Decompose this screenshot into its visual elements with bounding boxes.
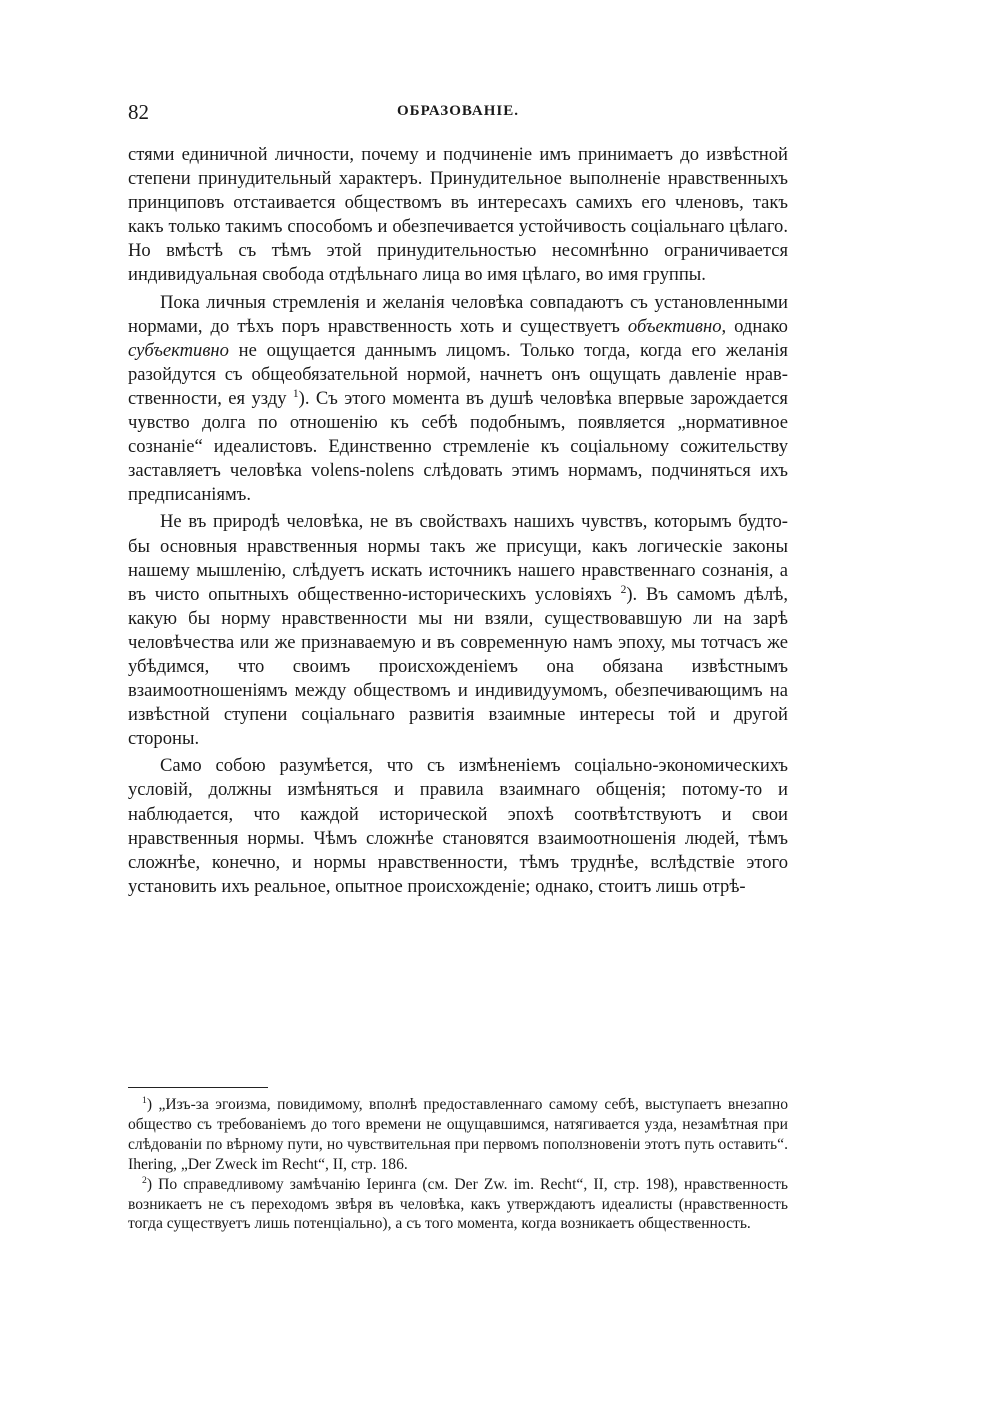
page-number: 82 (128, 100, 149, 124)
paragraph-2 (128, 291, 788, 508)
text-run: ) По справедливому замѣчанію Іеринга (см. Der Zw. im. Recht“, II, стр. 198), нравственность возникаетъ не съ переходомъ звѣря въ человѣка, какъ утверждаютъ идеалисты (нравственность тогда существуетъ лишь потенціально), а съ того момента, когда возникаетъ общественность. (128, 1175, 788, 1233)
paragraph-3 (128, 510, 788, 751)
running-title: ОБРАЗОВАНІЕ. (396, 103, 520, 119)
footnote-marker: 1 (142, 1094, 147, 1106)
text-run: Пока личныя стремленія и желанія человѣка совпадаютъ съ установленными нормами, до тѣхъ поръ нравственность хоть и существуетъ (128, 291, 788, 337)
text-run: Само собою разумѣется, что съ измѣненіемъ соціально-экономическихъ условій, должны измѣняться и правила взаимнаго общенія; потому-то и наблюдается, что каждой исторической эпохѣ соотвѣтствуютъ и свои нравственныя нормы. Чѣмъ сложнѣе становятся взаимоотношенія людей, тѣмъ сложнѣе, конечно, и нормы нравственности, тѣмъ труднѣе, вслѣдствіе этого установить ихъ реальное, опытное происхожденіе; однако, стоитъ лишь отрѣ- (128, 755, 788, 897)
paragraph-1 (128, 143, 788, 288)
text-run: Не въ природѣ человѣка, не въ свойствахъ нашихъ чувствъ, которымъ будто-бы основныя нравственныя нормы такъ же присущи, какъ логическіе законы нашему мышленію, слѣдуетъ искать источникъ нашего нравственнаго сознанія, а въ чисто опытныхъ общественно-историческихъ условіяхъ (128, 511, 788, 605)
text-run: ). Съ этого момента въ душѣ человѣка впервые зарождается чувство долга по отношенію къ себѣ подобнымъ, появляется „нормативное сознаніе“ идеалистовъ. Единственно стремленіе къ соціальному сожительству заставляетъ человѣка volens-nolens слѣдовать этимъ нормамъ, подчиняться ихъ предписаніямъ. (128, 387, 788, 506)
text-run: ) „Изъ-за эгоизма, повидимому, вполнѣ предоставленнаго самому себѣ, выступаетъ внезапно общество съ требованіемъ до того времени не ощущавшимся, натягивается узда, незамѣтная при слѣдованіи по вѣрному пути, но чувствительная при первомъ поползновеніи этотъ путь оставить“. Ihering, „Der Zweck im Recht“, II, стр. 186. (128, 1096, 788, 1173)
footnote-divider (128, 1087, 268, 1088)
main-text (128, 143, 788, 899)
text-run: ). Въ самомъ дѣлѣ, какую бы норму нравственности мы ни взяли, существовавшую ли на зарѣ человѣчества или же признаваемую и въ современную намъ эпоху, мы тотчасъ же убѣдимся, что своимъ происхожденіемъ она обязана извѣстнымъ взаимоотношеніямъ между обществомъ и индивидуумомъ, обезпечивающимъ на извѣстной ступени соціальнаго развитія взаимные интересы той и другой стороны. (128, 583, 788, 750)
text-run: стями единичной личности, почему и подчиненіе имъ принимаетъ до извѣстной степени принудительный характеръ. Принудительное выполненіе нравственныхъ принциповъ отстаивается обществомъ въ интересахъ самихъ его членовъ, такъ какъ только такимъ способомъ и обезпечивается устойчивость соціальнаго цѣлаго. Но вмѣстѣ съ тѣмъ этой принудительностью несомнѣнно ограничивается индивидуальная свобода отдѣльнаго лица во имя цѣлаго, во имя группы. (128, 144, 788, 286)
footnote-2 (128, 1175, 788, 1235)
text-run: не ощущается даннымъ лицомъ. Только тогда, когда его желанія разойдутся съ общеобязательной нормой, начнетъ онъ ощущать давленіе нравственности, ея узду (128, 339, 788, 409)
footnote-1 (128, 1095, 788, 1175)
paragraph-4 (128, 754, 788, 899)
footnote-marker: 2 (620, 583, 627, 596)
italic-text: субъективно (128, 339, 229, 361)
footnotes (128, 1095, 788, 1234)
footnote-marker: 1 (292, 387, 299, 400)
footnote-marker: 2 (142, 1174, 147, 1186)
page-header (128, 100, 788, 128)
italic-text: объективно (627, 315, 722, 337)
text-run: , однако (721, 315, 788, 337)
